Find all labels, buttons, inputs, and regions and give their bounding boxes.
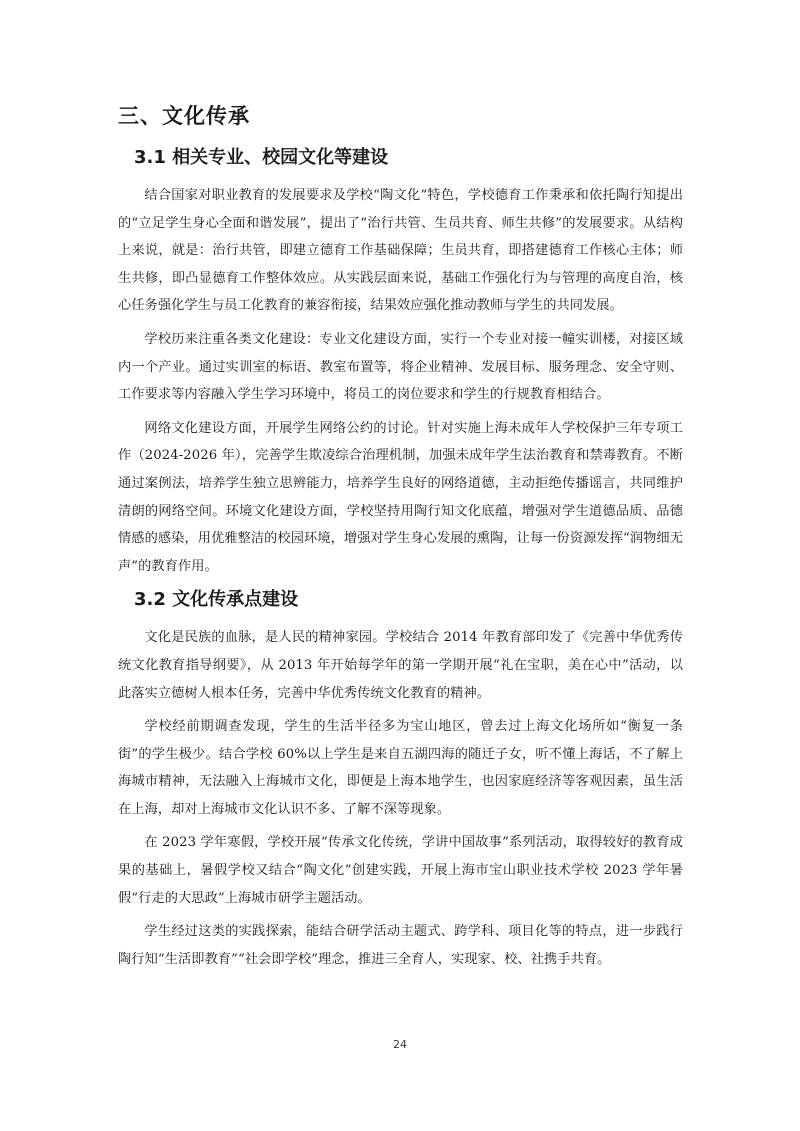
chapter-title: 三、文化传承 xyxy=(118,104,250,128)
page-number: 24 xyxy=(393,1038,407,1051)
paragraph: 网络文化建设方面，开展学生网络公约的讨论。针对实施上海未成年人学校保护三年专项工作（2024-2026 年），完善学生欺凌综合治理机制，加强未成年学生法治教育和禁毒教育。不断通过案例法，培养学生独立思辨能力，培养学生良好的网络道德，主动拒绝传播谣言，共同维护清朗的网络空间。环境文化建设方面，学校坚持用陶行知文化底蕴，增强对学生道德品质、品德情感的感染，用优雅整洁的校园环境，增强对学生身心发展的熏陶，让每一份资源发挥“润物细无声”的教育作用。 xyxy=(118,420,683,574)
paragraph: 结合国家对职业教育的发展要求及学校“陶文化”特色，学校德育工作秉承和依托陶行知提出的“立足学生身心全面和谐发展”，提出了“治行共管、生员共育、师生共修”的发展要求。从结构上来说，就是：治行共管，即建立德育工作基础保障；生员共育，即搭建德育工作核心主体；师生共修，即凸显德育工作整体效应。从实践层面来说，基础工作强化行为与管理的高度自治，核心任务强化学生与员工化教育的兼容衔接，结果效应强化推动教师与学生的共同发展。 xyxy=(118,188,683,314)
paragraph: 文化是民族的血脉，是人民的精神家园。学校结合 2014 年教育部印发了《完善中华优秀传统文化教育指导纲要》，从 2013 年开始每学年的第一学期开展“礼在宝职，美在心中”活动，以此落实立德树人根本任务，完善中华优秀传统文化教育的精神。 xyxy=(118,630,683,701)
paragraph: 在 2023 学年寒假，学校开展“传承文化传统，学讲中国故事”系列活动，取得较好的教育成果的基础上，暑假学校又结合“陶文化”创建实践，开展上海市宝山职业技术学校 2023 学年暑假“行走的大思政”上海城市研学主题活动。 xyxy=(118,835,683,906)
paragraph: 学校历来注重各类文化建设：专业文化建设方面，实行一个专业对接一幢实训楼，对接区域内一个产业。通过实训室的标语、教室布置等，将企业精神、发展目标、服务理念、安全守则、工作要求等内容融入学生学习环境中，将员工的岗位要求和学生的行规教育相结合。 xyxy=(118,331,683,403)
section-3-1 xyxy=(118,144,683,580)
section-3-2 xyxy=(118,586,683,973)
document-page xyxy=(118,100,683,979)
section-title: 3.2 文化传承点建设 xyxy=(134,589,299,611)
section-title: 3.1 相关专业、校园文化等建设 xyxy=(134,147,389,168)
paragraph: 学生经过这类的实践探索，能结合研学活动主题式、跨学科、项目化等的特点，进一步践行陶行知“生活即教育”“社会即学校”理念，推进三全育人，实现家、校、社携手共育。 xyxy=(118,924,683,967)
paragraph: 学校经前期调查发现，学生的生活半径多为宝山地区，曾去过上海文化场所如“衡复一条街”的学生极少。结合学校 60%以上学生是来自五湖四海的随迁子女，听不懂上海话，不了解上海城市精神，无法融入上海城市文化，即便是上海本地学生，也因家庭经济等客观因素，虽生活在上海，却对上海城市文化认识不多、了解不深等现象。 xyxy=(118,719,683,817)
